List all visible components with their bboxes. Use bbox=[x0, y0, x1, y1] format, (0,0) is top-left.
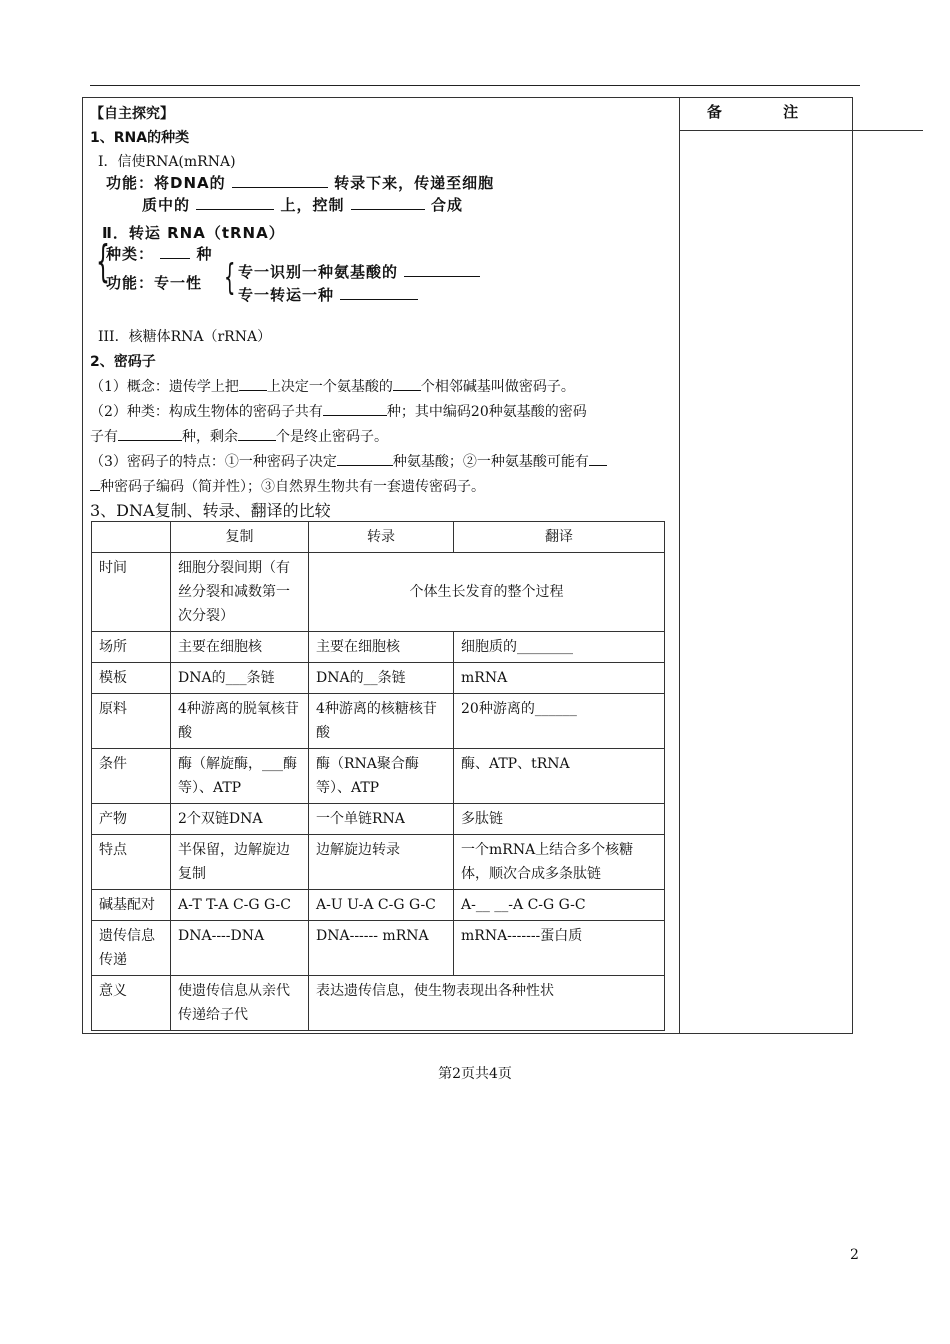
trna-kind-unit: 种 bbox=[196, 245, 213, 263]
trna-specificity-2 bbox=[238, 284, 418, 305]
cell-replication: 酶（解旋酶，___酶等）、ATP bbox=[171, 749, 309, 804]
trna-spec1-text: 专一识别一种氨基酸的 bbox=[238, 263, 399, 281]
mrna-func-text-e: 合成 bbox=[430, 196, 463, 214]
row-label: 意义 bbox=[92, 976, 171, 1031]
cell-merged-meaning: 表达遗传信息，使生物表现出各种性状 bbox=[309, 976, 665, 1031]
table-row bbox=[92, 632, 665, 663]
codon-concept-c: 个相邻碱基叫做密码子。 bbox=[420, 379, 575, 395]
cell-replication: 半保留，边解旋边复制 bbox=[171, 835, 309, 890]
table-row bbox=[92, 921, 665, 976]
section-header: 【自主探究】 bbox=[90, 106, 174, 122]
row-label: 条件 bbox=[92, 749, 171, 804]
notes-header-rule bbox=[853, 130, 923, 131]
cell-transcription: 主要在细胞核 bbox=[309, 632, 454, 663]
blank bbox=[90, 478, 100, 491]
cell-translation: 一个mRNA上结合多个核糖体，顺次合成多条肽链 bbox=[454, 835, 665, 890]
trna-kind-text: 种类： bbox=[106, 245, 155, 263]
page-number: 2 bbox=[850, 1247, 859, 1263]
table-row bbox=[92, 835, 665, 890]
trna-title: Ⅱ．转运 RNA（tRNA） bbox=[102, 224, 285, 242]
cell-replication: 细胞分裂间期（有丝分裂和减数第一次分裂） bbox=[171, 553, 309, 632]
codon-types-b: 种；其中编码20种氨基酸的密码 bbox=[386, 404, 587, 420]
notes-header: 备 注 bbox=[680, 97, 853, 131]
blank bbox=[337, 453, 393, 466]
page-footer: 第2页共4页 bbox=[438, 1066, 512, 1082]
blank bbox=[589, 453, 607, 466]
blank bbox=[238, 428, 276, 441]
cell-replication: 2个双链DNA bbox=[171, 804, 309, 835]
blank bbox=[196, 197, 274, 210]
cell-translation: A-__ __-A C-G G-C bbox=[454, 890, 665, 921]
header-cell-replication: 复制 bbox=[171, 522, 309, 553]
left-brace: { bbox=[96, 236, 110, 287]
cell-replication: A-T T-A C-G G-C bbox=[171, 890, 309, 921]
header-cell-translation: 翻译 bbox=[454, 522, 665, 553]
trna-function: 功能：专一性 bbox=[106, 274, 203, 292]
cell-replication: DNA----DNA bbox=[171, 921, 309, 976]
comparison-heading: 3、DNA复制、转录、翻译的比较 bbox=[90, 501, 331, 520]
blank bbox=[393, 378, 421, 391]
codon-concept bbox=[90, 376, 575, 396]
cell-replication: 4种游离的脱氧核苷酸 bbox=[171, 694, 309, 749]
blank bbox=[323, 403, 387, 416]
row-label: 特点 bbox=[92, 835, 171, 890]
mrna-func-text-b: 转录下来，传递至细胞 bbox=[334, 174, 495, 192]
header-rule bbox=[90, 85, 860, 86]
blank bbox=[239, 378, 267, 391]
mrna-func-text-d: 上，控制 bbox=[280, 196, 345, 214]
codon-types-line2 bbox=[90, 426, 388, 446]
table-row bbox=[92, 976, 665, 1031]
mrna-func-text-a: 功能：将DNA的 bbox=[106, 174, 226, 192]
codon-types-d: 种，剩余 bbox=[182, 429, 238, 445]
codon-heading: 2、密码子 bbox=[90, 354, 156, 370]
row-label: 碱基配对 bbox=[92, 890, 171, 921]
cell-translation: 酶、ATP、tRNA bbox=[454, 749, 665, 804]
codon-concept-a: （1）概念：遗传学上把 bbox=[90, 379, 239, 395]
codon-features-a: （3）密码子的特点：①一种密码子决定 bbox=[90, 454, 337, 470]
mrna-function-line1 bbox=[106, 172, 494, 193]
table-row bbox=[92, 804, 665, 835]
cell-replication: DNA的___条链 bbox=[171, 663, 309, 694]
table-header-row bbox=[92, 522, 665, 553]
row-label: 原料 bbox=[92, 694, 171, 749]
cell-transcription: DNA的__条链 bbox=[309, 663, 454, 694]
notes-column-divider bbox=[679, 97, 680, 1034]
table-row bbox=[92, 663, 665, 694]
blank bbox=[351, 197, 425, 210]
inner-brace: { bbox=[224, 257, 236, 298]
row-label: 产物 bbox=[92, 804, 171, 835]
table-row bbox=[92, 694, 665, 749]
mrna-func-text-c: 质中的 bbox=[142, 196, 191, 214]
trna-specificity-1 bbox=[238, 261, 480, 282]
row-label: 时间 bbox=[92, 553, 171, 632]
codon-types-a: （2）种类：构成生物体的密码子共有 bbox=[90, 404, 323, 420]
codon-types-e: 个是终止密码子。 bbox=[276, 429, 388, 445]
header-cell-empty bbox=[92, 522, 171, 553]
cell-transcription: 一个单链RNA bbox=[309, 804, 454, 835]
mrna-function-line2 bbox=[142, 194, 463, 215]
header-cell-transcription: 转录 bbox=[309, 522, 454, 553]
cell-transcription: A-U U-A C-G G-C bbox=[309, 890, 454, 921]
cell-transcription: DNA------ mRNA bbox=[309, 921, 454, 976]
table-row bbox=[92, 749, 665, 804]
cell-replication: 使遗传信息从亲代传递给子代 bbox=[171, 976, 309, 1031]
cell-replication: 主要在细胞核 bbox=[171, 632, 309, 663]
row-label: 模板 bbox=[92, 663, 171, 694]
rna-types-heading: 1、RNA的种类 bbox=[90, 130, 190, 146]
row-label: 遗传信息传递 bbox=[92, 921, 171, 976]
mrna-title: I．信使RNA(mRNA) bbox=[98, 154, 236, 170]
blank bbox=[160, 246, 190, 259]
codon-features-b: 种氨基酸；②一种氨基酸可能有 bbox=[392, 454, 589, 470]
codon-types-c: 子有 bbox=[90, 429, 118, 445]
cell-merged-time: 个体生长发育的整个过程 bbox=[309, 553, 665, 632]
blank bbox=[404, 264, 480, 277]
codon-features-c: 种密码子编码（简并性）；③自然界生物共有一套遗传密码子。 bbox=[100, 479, 485, 495]
codon-types-line1 bbox=[90, 401, 587, 421]
cell-translation: 多肽链 bbox=[454, 804, 665, 835]
cell-translation: mRNA-------蛋白质 bbox=[454, 921, 665, 976]
cell-transcription: 4种游离的核糖核苷酸 bbox=[309, 694, 454, 749]
cell-transcription: 酶（RNA聚合酶等）、ATP bbox=[309, 749, 454, 804]
table-row bbox=[92, 553, 665, 632]
cell-translation: 细胞质的________ bbox=[454, 632, 665, 663]
row-label: 场所 bbox=[92, 632, 171, 663]
trna-spec2-text: 专一转运一种 bbox=[238, 286, 335, 304]
table-row bbox=[92, 890, 665, 921]
codon-features-line2 bbox=[90, 476, 485, 496]
comparison-table bbox=[91, 521, 665, 1031]
rrna-title: III．核糖体RNA（rRNA） bbox=[98, 329, 272, 345]
blank bbox=[340, 287, 418, 300]
blank bbox=[118, 428, 182, 441]
codon-concept-b: 上决定一个氨基酸的 bbox=[266, 379, 393, 395]
cell-translation: 20种游离的______ bbox=[454, 694, 665, 749]
cell-transcription: 边解旋边转录 bbox=[309, 835, 454, 890]
trna-kind bbox=[106, 243, 213, 264]
cell-translation: mRNA bbox=[454, 663, 665, 694]
codon-features-line1 bbox=[90, 451, 607, 471]
blank bbox=[232, 175, 328, 188]
